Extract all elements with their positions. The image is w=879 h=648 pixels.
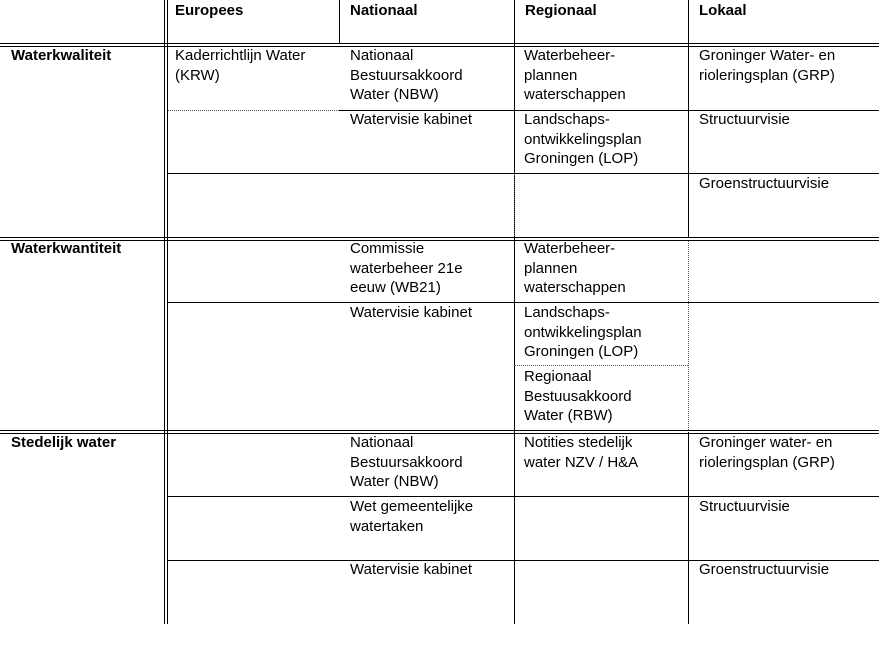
cell-line: Water (RBW) xyxy=(524,407,613,424)
divider-label-col-b xyxy=(167,0,168,624)
cell-line: Water (NBW) xyxy=(350,473,439,490)
divider-label-col-a xyxy=(164,0,165,624)
cell-line: Waterbeheer- xyxy=(524,240,616,257)
divider-col-2 xyxy=(339,0,340,44)
section-label-stedelijk-water: Stedelijk water xyxy=(11,434,117,451)
cell-line: Nationaal xyxy=(350,434,414,451)
cell-line: (KRW) xyxy=(175,66,220,84)
dotted-row-kwantiteit-2 xyxy=(514,365,688,366)
cell-line: Groninger water- en xyxy=(699,434,833,451)
cell-line: waterschappen xyxy=(524,279,626,296)
cell-line: waterbeheer 21e xyxy=(350,259,463,277)
divider-section-2-a xyxy=(0,430,879,431)
cell-line: watertaken xyxy=(350,517,424,535)
cell-line: water NZV / H&A xyxy=(524,453,639,471)
divider-section-1-a xyxy=(0,237,879,238)
cell-line: Groningen (LOP) xyxy=(524,343,639,360)
header-europees: Europees xyxy=(175,2,244,19)
cell-line: Kaderrichtlijn Water xyxy=(175,47,306,64)
cell-line: Water (NBW) xyxy=(350,86,439,103)
dotted-col-3-kwaliteit xyxy=(514,174,515,236)
header-regionaal: Regionaal xyxy=(525,2,597,19)
cell-line: Bestuursakkoord xyxy=(350,66,463,84)
cell-line: Groningen (LOP) xyxy=(524,150,639,167)
cell-line: ontwikkelingsplan xyxy=(524,323,642,341)
cell-kwaliteit-lokaal-2: Structuurvisie xyxy=(699,111,790,128)
cell-line: Notities stedelijk xyxy=(524,434,633,451)
cell-stedelijk-nationaal-3: Watervisie kabinet xyxy=(350,561,472,578)
cell-kwantiteit-nationaal-2: Watervisie kabinet xyxy=(350,304,472,321)
cell-kwaliteit-nationaal-2: Watervisie kabinet xyxy=(350,111,472,128)
cell-line: Nationaal xyxy=(350,47,414,64)
cell-line: Waterbeheer- xyxy=(524,47,616,64)
cell-line: plannen xyxy=(524,66,578,84)
cell-line: Bestuursakkoord xyxy=(350,453,463,471)
cell-line: rioleringsplan (GRP) xyxy=(699,453,835,471)
divider-col-4 xyxy=(688,0,689,238)
divider-col-4-stedelijk xyxy=(688,432,689,624)
cell-stedelijk-lokaal-3: Groenstructuurvisie xyxy=(699,561,830,578)
cell-line: Bestuusakkoord xyxy=(524,387,632,405)
header-nationaal: Nationaal xyxy=(350,2,418,19)
cell-stedelijk-lokaal-2: Structuurvisie xyxy=(699,498,790,515)
dotted-col-4-kwantiteit xyxy=(688,240,689,430)
section-label-waterkwaliteit: Waterkwaliteit xyxy=(11,47,112,64)
cell-kwaliteit-lokaal-3: Groenstructuurvisie xyxy=(699,175,830,192)
cell-line: Commissie xyxy=(350,240,425,257)
cell-line: eeuw (WB21) xyxy=(350,279,441,296)
cell-line: waterschappen xyxy=(524,86,626,103)
divider-col-3 xyxy=(514,0,515,624)
cell-line: Landschaps- xyxy=(524,111,610,128)
dotted-row-kwaliteit-1 xyxy=(168,110,339,111)
cell-line: rioleringsplan (GRP) xyxy=(699,66,835,84)
cell-line: Landschaps- xyxy=(524,304,610,321)
cell-line: Wet gemeentelijke xyxy=(350,498,474,515)
divider-section-1-b xyxy=(0,240,879,241)
cell-line: Regionaal xyxy=(524,368,592,385)
cell-line: plannen xyxy=(524,259,578,277)
cell-line: ontwikkelingsplan xyxy=(524,130,642,148)
cell-line: Groninger Water- en xyxy=(699,47,836,64)
divider-header-a xyxy=(0,43,879,44)
header-lokaal: Lokaal xyxy=(699,2,747,19)
section-label-waterkwantiteit: Waterkwantiteit xyxy=(11,240,122,257)
